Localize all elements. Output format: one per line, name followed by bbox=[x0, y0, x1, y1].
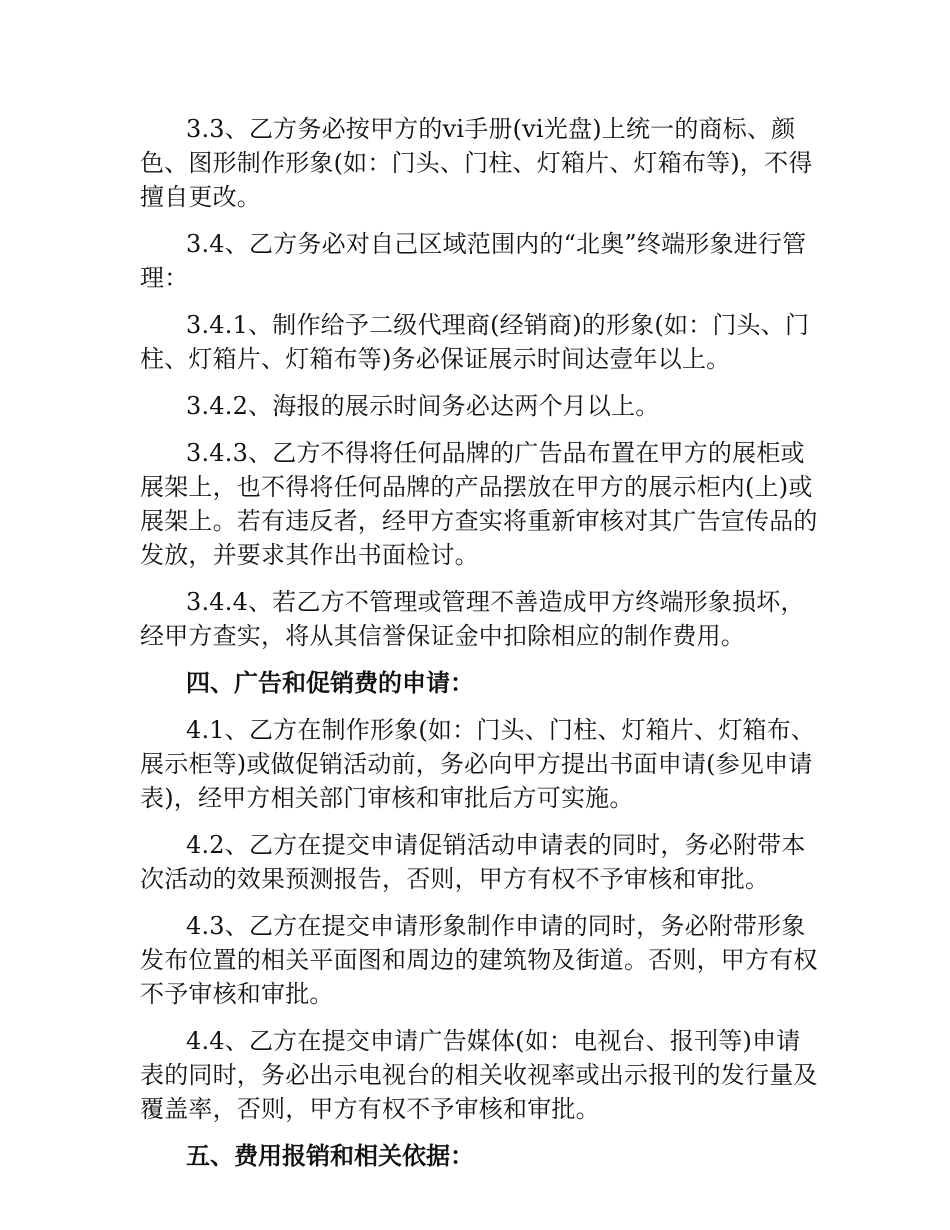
clause-3-4-1: 3.4.1、制作给予二级代理商(经销商)的形象(如：门头、门柱、灯箱片、灯箱布等)务必保证展示时间达壹年以上。 bbox=[140, 311, 810, 373]
document-body bbox=[140, 112, 820, 1186]
clause-4-4: 4.4、乙方在提交申请广告媒体(如：电视台、报刊等)申请表的同时，务必出示电视台的相关收视率或出示报刊的发行量及覆盖率，否则，甲方有权不予审核和审批。 bbox=[140, 1027, 818, 1123]
section-heading-4: 四、广告和促销费的申请： bbox=[186, 669, 474, 697]
section-heading-5: 五、费用报销和相关依据： bbox=[186, 1142, 474, 1170]
clause-3-3: 3.3、乙方务必按甲方的vi手册(vi光盘)上统一的商标、颜色、图形制作形象(如：门头、门柱、灯箱片、灯箱布等)，不得擅自更改。 bbox=[140, 115, 813, 211]
clause-3-4: 3.4、乙方务必对自己区域范围内的“北奥”终端形象进行管理： bbox=[140, 230, 807, 292]
clause-3-4-4: 3.4.4、若乙方不管理或管理不善造成甲方终端形象损坏，经甲方查实，将从其信誉保证金中扣除相应的制作费用。 bbox=[140, 588, 805, 650]
clause-4-3: 4.3、乙方在提交申请形象制作申请的同时，务必附带形象发布位置的相关平面图和周边的建筑物及街道。否则，甲方有权不予审核和审批。 bbox=[140, 912, 818, 1008]
clause-3-4-2: 3.4.2、海报的展示时间务必达两个月以上。 bbox=[186, 392, 660, 420]
clause-3-4-3: 3.4.3、乙方不得将任何品牌的广告品布置在甲方的展柜或展架上，也不得将任何品牌的产品摆放在甲方的展示柜内(上)或展架上。若有违反者，经甲方查实将重新审核对其广告宣传品的发放，并要求其作出书面检讨。 bbox=[140, 439, 818, 569]
clause-4-2: 4.2、乙方在提交申请促销活动申请表的同时，务必附带本次活动的效果预测报告，否则，甲方有权不予审核和审批。 bbox=[140, 831, 806, 893]
clause-4-1: 4.1、乙方在制作形象(如：门头、门柱、灯箱片、灯箱布、展示柜等)或做促销活动前，务必向甲方提出书面申请(参见申请表)，经甲方相关部门审核和审批后方可实施。 bbox=[140, 716, 816, 812]
